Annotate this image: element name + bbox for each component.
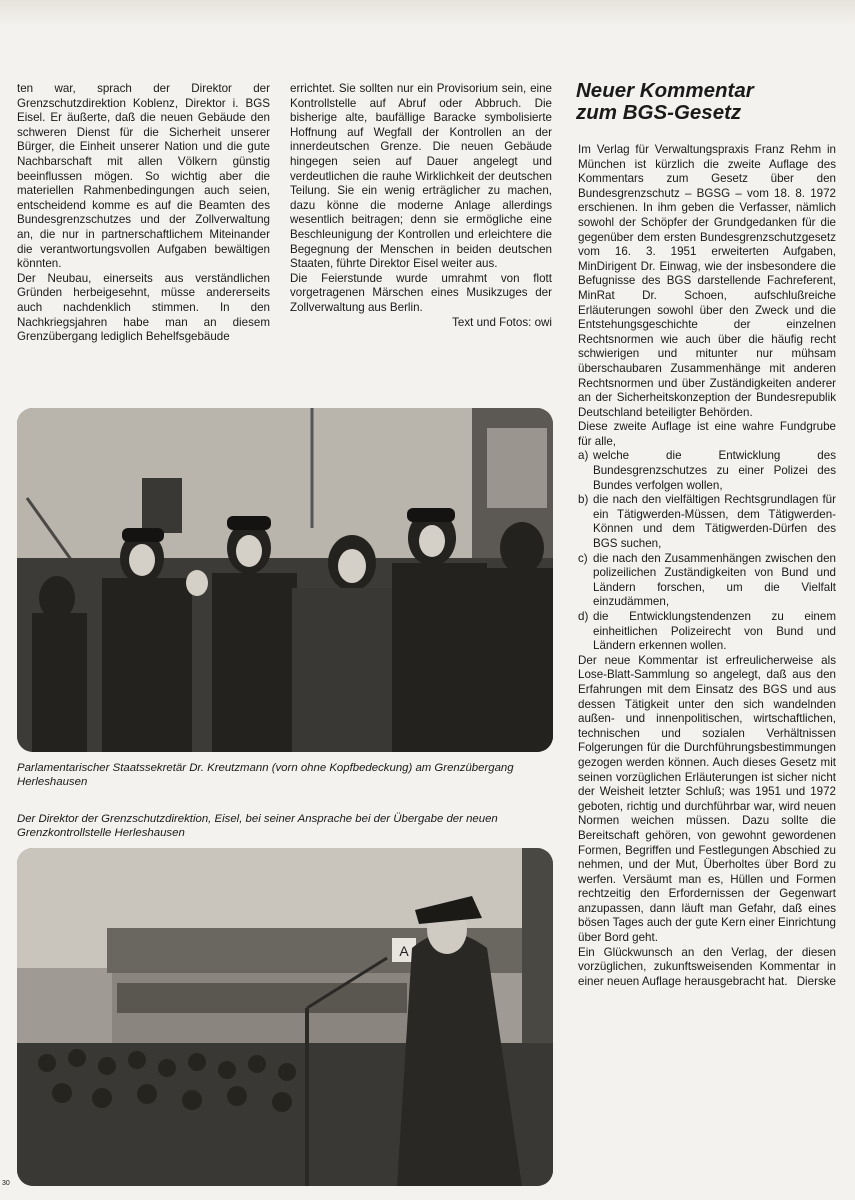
list-item [578,552,836,610]
list-text: die Entwicklungstendenzen zu einem einheitlichen Polizeirecht von Bund und Ländern erkennen wollen. [593,610,836,653]
headline-line: Neuer Kommentar [576,79,754,102]
page-number: 30 [2,1180,10,1187]
list-item [578,449,836,493]
photo-speech-at-handover [17,848,553,1186]
headline-line: zum BGS-Gesetz [576,101,742,124]
article-column-1 [17,82,270,345]
sidebar-list-intro: Diese zweite Auflage ist eine wahre Fundgrube für alle, [578,420,836,448]
photo-credit: Text und Fotos: owi [452,315,552,329]
list-text: die nach den vielfältigen Rechtsgrundlagen für ein Tätigwerden-Müssen, dem Tätigwerden-Können und dem Tätigwerden-Dürfen des BGS suchen, [593,493,836,551]
sidebar-headline [576,80,836,124]
list-marker: c) [578,551,588,565]
author-name: Dierske [796,974,836,988]
sign-letter: A [399,943,409,959]
list-item [578,610,836,654]
article-paragraph: Die Feierstunde wurde umrahmt von flott vorgetragenen Märschen eines Musikzuges der Zollverwaltung aus Berlin. [290,271,552,314]
article-paragraph: Der Neubau, einerseits aus verständlichen Gründen herbeigesehnt, müsse andererseits auch nachdenklich stimmen. In den Nachkriegsjahren habe man an diesem Grenzübergang lediglich Behelfsgebäude [17,271,270,344]
sidebar-list [578,449,836,653]
article-paragraph: ten war, sprach der Direktor der Grenzschutzdirektion Koblenz, Direktor i. BGS Eisel. Er äußerte, daß die neuen Gebäude den schweren Dienst für die Sicherheit unserer Bürger, die Einheit unserer Nation und die gute Nachbarschaft mit allen Völkern günstig beeinflussen mögen. So wichtig aber die materiellen Rahmenbedingungen auch seien, entscheidend komme es auf die Beamten des Bundesgrenzschutzes und der Zollverwaltung an, die nur in partnerschaftlichem Miteinander die verantwortungsvollen Aufgaben bewältigen könnten. [17,82,270,271]
list-item [578,493,836,551]
list-marker: d) [578,610,589,623]
list-text: welche die Entwicklung des Bundesgrenzschutzes zu einer Polizei des Bundes verfolgen wollen, [593,449,836,492]
photo-officials-group [17,408,553,752]
article-paragraph: errichtet. Sie sollten nur ein Provisorium sein, eine Kontrollstelle auf Abruf oder Abbruch. Die bisherige alte, baufällige Baracke symbolisierte Hoffnung auf Wegfall der Kontrollen an der innerdeutschen Grenze. Die neuen Gebäude hingegen seien auf Dauer angelegt und verdeutlichen die rauhe Wirklichkeit der deutschen Teilung. Sie ein wenig erträglicher zu machen, dazu könne die moderne Anlage allerdings wesentlich beitragen; denn sie ermögliche eine Beschleunigung der Kontrollen und erleichtere die Begegnung der Menschen in beiden deutschen Staaten, führte Direktor Eisel weiter aus. [290,82,552,271]
sidebar-closing [578,946,836,990]
page-top-strip [0,0,855,26]
article-column-2 [290,82,552,330]
photo-caption: Der Direktor der Grenzschutzdirektion, Eisel, bei seiner Ansprache bei der Übergabe der neuen Grenzkontrollstelle Herleshausen [17,813,498,840]
sidebar-body: Der neue Kommentar ist erfreulicherweise als Lose-Blatt-Sammlung so angelegt, daß aus den Erfahrungen mit dem Einsatz des BGS und aus dessen Tätigkeit unter den sich wandelnden außen- und innenpolitischen, wirtschaftlichen, technischen und sozialen Verhältnissen Folgerungen für die Durchführungsbestimmungen gezogen werden können. Auch dieses Gesetz mit seinen vorzüglichen Erläuterungen ist sicher nicht der Weisheit letzter Schluß; was 1951 und 1972 geboten, richtig und durchführbar war, wird neuen Normen weichen müssen. Dazu sollte die Bereitschaft gehören, von gewohnt gewordenen Formen, Begriffen und Festlegungen Abschied zu nehmen, und der Mut, Überholtes über Bord zu werfen. Versäumt man es, Hüllen und Formen rechtzeitig den Erfordernissen der Gegenwart anzupassen, dann läuft man Gefahr, daß eines bösen Tages auch der gute Kern einer Einrichtung über Bord geht. [578,653,836,945]
closing-text: Ein Glückwunsch an den Verlag, der diesen vorzüglichen, zukunftsweisenden Kommentar in einer neuen Auflage herausgebracht hat. [578,945,836,988]
list-marker: b) [578,493,589,507]
sidebar-intro: Im Verlag für Verwaltungspraxis Franz Rehm in München ist kürzlich die zweite Auflage des Kommentars zum Gesetz über den Bundesgrenzschutz – BGSG – vom 18. 8. 1972 erschienen. In ihm geben die Verfasser, nämlich sowohl der Schöpfer der Grundgedanken für die gegenüber dem ersten Bundesgrenzschutzgesetz vom 16. 3. 1951 erweiterten Aufgaben, MinDirigent Dr. Einwag, wie der insbesondere die Befugnisse des BGS darstellende Fachreferent, MinRat Dr. Schoen, aufschlußreiche Erläuterungen sowohl über den Zweck und die Entstehungsgeschichte der einzelnen Rechtsnormen wie auch über die häufig recht schwierigen und mitunter nur mühsam überschaubaren Zusammenhänge mit anderen Rechtsnormen und über Zuständigkeiten anderer an der Sicherheitskonzeption der Bundesrepublik Deutschland beteiligter Behörden. [578,143,836,419]
sidebar-column [578,143,836,989]
list-marker: a) [578,449,589,463]
list-text: die nach den Zusammenhängen zwischen den polizeilichen Zuständigkeiten von Bund und Ländern forschen, um die Vielfalt einzudämmen, [593,551,836,609]
photo-caption: Parlamentarischer Staatssekretär Dr. Kreutzmann (vorn ohne Kopfbedeckung) am Grenzübergang Herleshausen [17,762,514,789]
